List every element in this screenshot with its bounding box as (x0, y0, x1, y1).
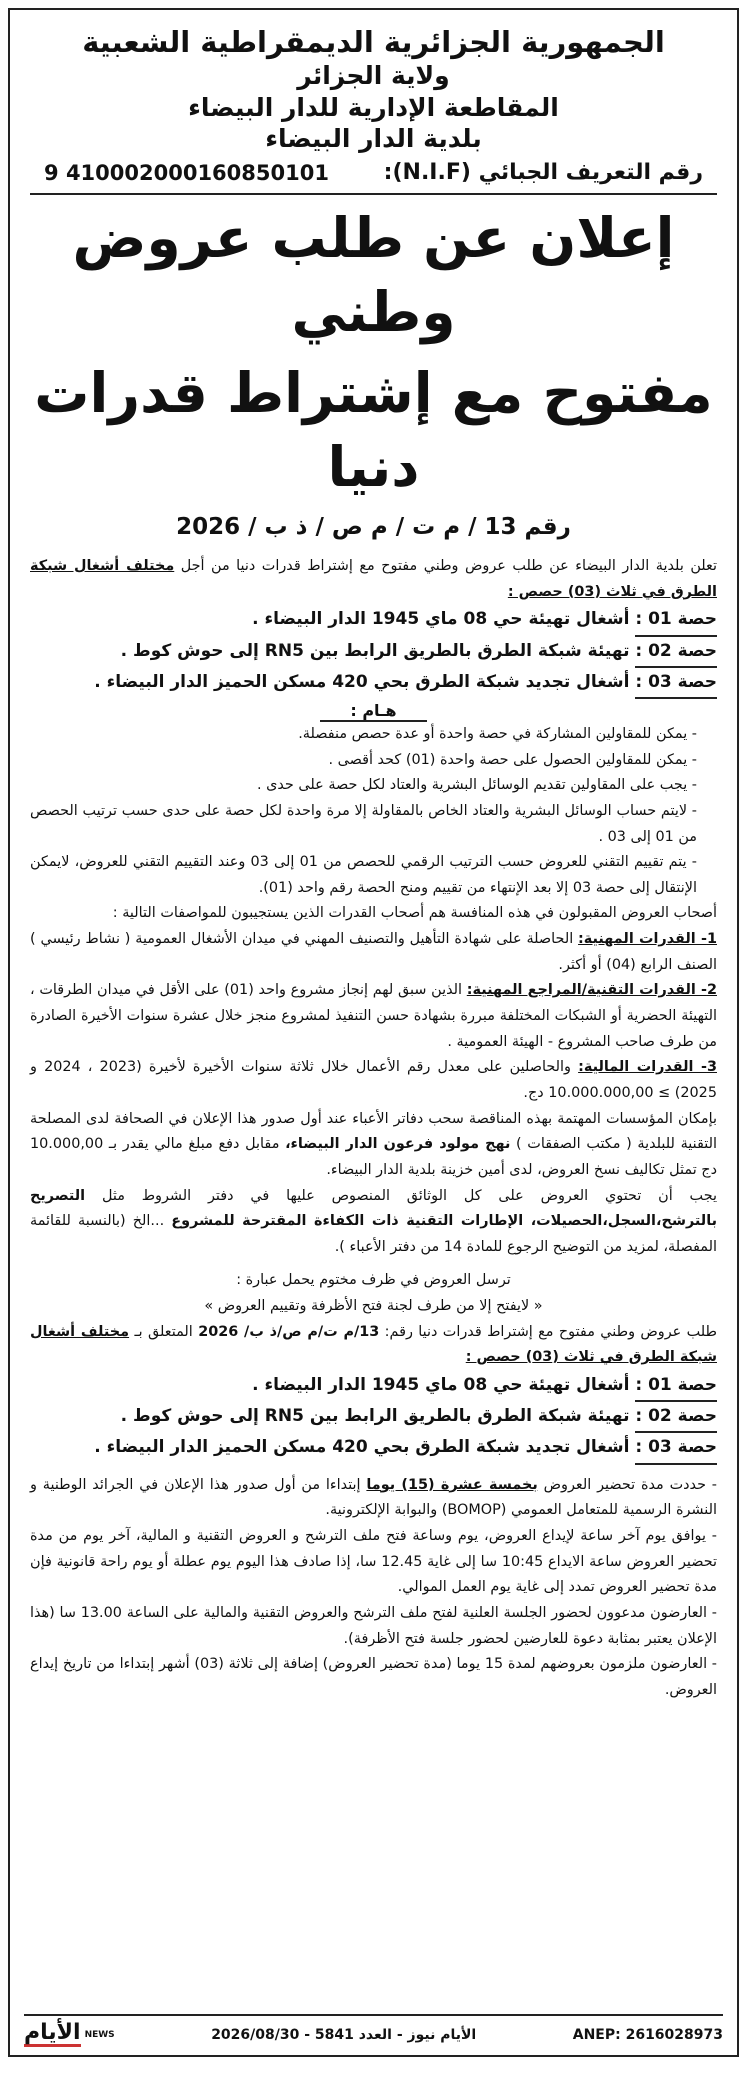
last-day-paragraph: - يوافق يوم آخر ساعة لإيداع العروض، يوم وساعة فتح ملف الترشح و العروض التقنية و المالية، آخر يوم من مدة تحضير العروض ساعة الايداع 10:45 سا إلى غاية 12.45 سا، إذا صادف هذا اليوم يوم عطلة أو يوم راحة قانونية فإن مدة تحضير العروض تمدد إلى غاية يوم العمل الموالي. (30, 1527, 718, 1596)
footer (24, 2014, 723, 2047)
note-4: - لايتم حساب الوسائل البشرية والعتاد الخاص بالمقاولة إلا مرة واحدة لكل حصة على حدى حسب ترتيب الحصص من 01 إلى 03 . (30, 802, 697, 845)
note-1: - يمكن للمقاولين المشاركة في حصة واحدة أو عدة حصص منفصلة. (298, 725, 697, 742)
criteria-financial: 3- القدرات المالية: والحاصلين على معدل رقم الأعمال خلال ثلاثة سنوات الأخيرة لأخيرة (2023 ، 2024 و 2025) ≥ 10.000.000,00 دج. (30, 1059, 717, 1101)
contents-paragraph: يجب أن تحتوي العروض على كل الوثائق المنصوص عليها في دفتر الشروط مثل التصريح بالترشح،السجل،الحصيلات، الإطارات التقنية ذات الكفاءة المقترحة للمشروع ...الخ (بالنسبة للقائمة المفصلة، لمزيد من التوضيح الرجوع للمادة 14 من دفتر الأعباء ). (30, 1187, 718, 1255)
issue-info: الأيام نيوز - العدد 5841 - 2026/08/30 (211, 2026, 477, 2043)
envelope-line-1: ترسل العروض في ظرف مختوم يحمل عبارة : (236, 1272, 511, 1289)
logo-new-tag: NEWS (84, 2029, 115, 2040)
important-heading: هـام : (30, 701, 717, 720)
logo-name: الأيام (24, 2020, 81, 2045)
lot-2: حصة 02 : تهيئة شبكة الطرق بالطريق الرابط بين RN5 إلى حوش كوط . (30, 637, 717, 668)
tax-id-label: رقم التعريف الجبائي (N.I.F): (383, 160, 703, 185)
note-2: - يمكن للمقاولين الحصول على حصة واحدة (01) كحد أقصى . (328, 751, 697, 768)
note-5: - يتم تقييم التقني للعروض حسب الترتيب الرقمي للحصص من 01 إلى 03 وعند التقييم التقني للعروض، لايمكن الإنتقال إلى حصة 03 إلا بعد الإنتهاء من تقييم ومنح الحصة رقم واحد (01). (30, 854, 698, 896)
commune-header: بلدية الدار البيضاء (265, 123, 482, 153)
criteria-professional: 1- القدرات المهنية: الحاصلة على شهادة التأهيل والتصنيف المهني في ميدان الأشغال العمومية ( نشاط رئيسي ) الصنف الرابع (04) أو أكثر. (30, 931, 717, 973)
district-header: المقاطعة الإدارية للدار البيضاء (188, 92, 559, 122)
tax-id-number: 410002000160850101 9 (44, 160, 329, 185)
eligibility-intro: أصحاب العروض المقبولون في هذه المنافسة هم أصحاب القدرات الذين يستجيبون للمواصفات التالية : (112, 905, 717, 922)
notice-title-line-1: إعلان عن طلب عروض وطني (72, 206, 675, 345)
newspaper-logo (24, 2022, 115, 2047)
divider (30, 193, 717, 195)
lot-2-repeat: حصة 02 : تهيئة شبكة الطرق بالطريق الرابط بين RN5 إلى حوش كوط . (30, 1402, 717, 1433)
lot-3-repeat: حصة 03 : أشغال تجديد شبكة الطرق بحي 420 مسكن الحميز الدار البيضاء . (30, 1433, 717, 1464)
tax-id-row (30, 160, 717, 185)
criteria-technical: 2- القدرات التقنية/المراجع المهنية: الذين سبق لهم إنجاز مشروع واحد (01) على الأقل في ميدان الطرقات ، التهيئة الحضرية أو الشبكات المختلفة مبررة بشهادة حسن التنفيذ لمشروع منجز خلال عشرة سنوات الأخيرة الصادرة من طرف صاحب المشروع - الهيئة العمومية . (30, 982, 717, 1050)
envelope-paragraph: طلب عروض وطني مفتوح مع إشتراط قدرات دنيا رقم: 13/م ت/م ص/ذ ب/ 2026 المتعلق بـ مختلف أشغال شبكة الطرق في ثلاث (03) حصص : (30, 1323, 717, 1366)
lot-1-repeat: حصة 01 : أشغال تهيئة حي 08 ماي 1945 الدار البيضاء . (30, 1371, 717, 1402)
envelope-line-2: « لايفتح إلا من طرف لجنة فتح الأظرفة وتقييم العروض » (204, 1298, 543, 1315)
wilaya-header: ولاية الجزائر (297, 61, 450, 91)
validity-paragraph: - العارضون ملزمون بعروضهم لمدة 15 يوما (مدة تحضير العروض) إضافة إلى ثلاثة (03) أشهر إبتداءا من تاريخ إيداع العروض. (30, 1656, 718, 1698)
lot-3: حصة 03 : أشغال تجديد شبكة الطرق بحي 420 مسكن الحميز الدار البيضاء . (30, 668, 717, 699)
notice-reference: رقم 13 / م ت / م ص / ذ ب / 2026 (176, 514, 571, 540)
announcement-page (8, 8, 739, 2057)
lot-1: حصة 01 : أشغال تهيئة حي 08 ماي 1945 الدار البيضاء . (30, 605, 717, 636)
intro-paragraph: تعلن بلدية الدار البيضاء عن طلب عروض وطني مفتوح مع إشتراط قدرات دنيا من أجل مختلف أشغال شبكة الطرق في ثلاث (03) حصص : (30, 558, 717, 600)
anep-code: ANEP: 2616028973 (572, 2026, 723, 2043)
notice-title-line-2: مفتوح مع إشتراط قدرات دنيا (34, 360, 713, 499)
note-3: - يجب على المقاولين تقديم الوسائل البشرية والعتاد لكل حصة على حدى . (256, 777, 697, 794)
republic-header: الجمهورية الجزائرية الديمقراطية الشعبية (82, 25, 665, 59)
deadline-paragraph: - حددت مدة تحضير العروض بخمسة عشرة (15) يوما إبتداءا من أول صدور هذا الإعلان في الجرائد الوطنية و النشرة الرسمية للمتعامل العمومي (BOMOP) والبوابة الإلكترونية. (30, 1476, 717, 1519)
attendance-paragraph: - العارضون مدعوون لحضور الجلسة العلنية لفتح ملف الترشح والعروض التقنية والمالية على الساعة 13.00 سا (هذا الإعلان يعتبر بمثابة دعوة للعارضين لحضور جلسة فتح الأظرفة). (30, 1604, 717, 1647)
withdrawal-paragraph: بإمكان المؤسسات المهتمة بهذه المناقصة سحب دفاتر الأعباء عند أول صدور هذا الإعلان في الصحافة لدى المصلحة التقنية للبلدية ( مكتب الصفقات ) نهج مولود فرعون الدار البيضاء، مقابل دفع مبلغ مالي يقدر بـ 10.000,00 دج تمثل تكاليف نسخ العروض، لدى أمين خزينة بلدية الدار البيضاء. (30, 1110, 717, 1178)
